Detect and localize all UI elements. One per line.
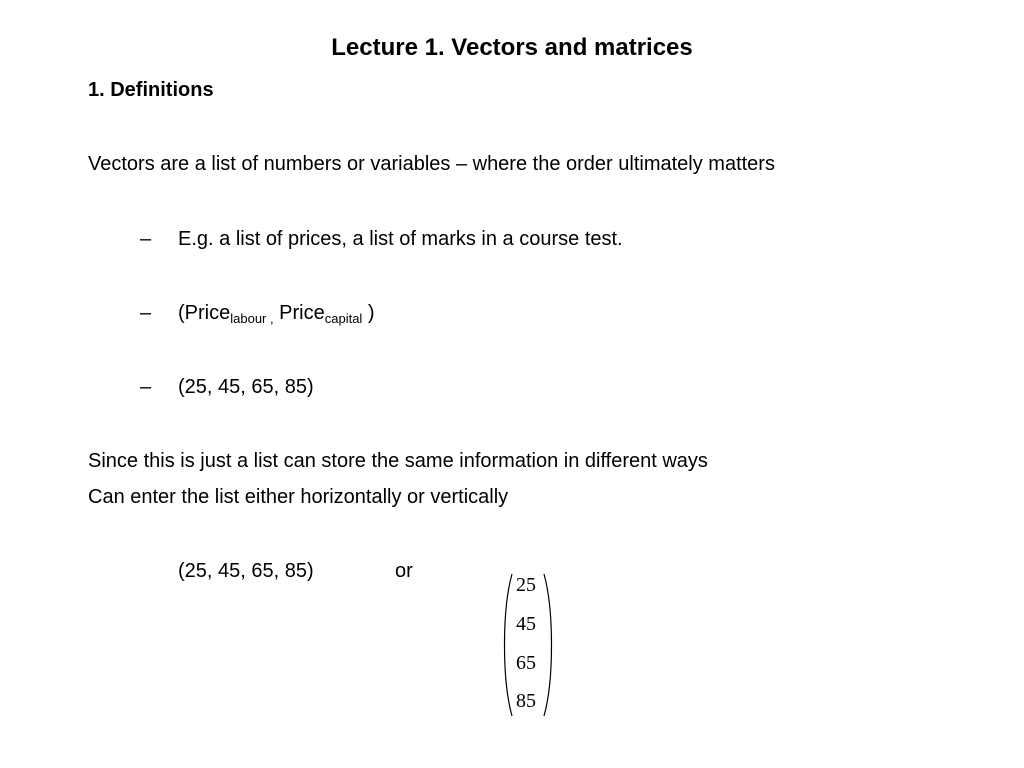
price-subscript-labour: labour , <box>230 311 274 326</box>
bullet-dash: – <box>140 228 152 250</box>
bullet-numbers <box>140 376 314 399</box>
intro-text: Vectors are a list of numbers or variables – where the order ultimately matters <box>88 153 775 175</box>
bullet-price <box>140 302 375 325</box>
or-label: or <box>395 560 413 582</box>
price-close: ) <box>362 302 375 324</box>
section-heading: 1. Definitions <box>88 79 214 101</box>
bullet-dash: – <box>140 302 152 324</box>
bullet-dash: – <box>140 376 152 398</box>
bullet-example-text: E.g. a list of prices, a list of marks in a course test. <box>178 228 623 250</box>
horizontal-vector: (25, 45, 65, 85) <box>178 560 314 582</box>
bullet-example <box>140 228 623 251</box>
enter-text: Can enter the list either horizontally or vertically <box>88 486 509 508</box>
vector-entry: 85 <box>516 690 536 712</box>
left-paren <box>505 574 513 716</box>
price-open: (Price <box>178 302 231 324</box>
right-paren <box>544 574 552 716</box>
price-mid: Price <box>273 302 325 324</box>
bullet-numbers-text: (25, 45, 65, 85) <box>178 376 314 398</box>
slide-title: Lecture 1. Vectors and matrices <box>331 34 693 61</box>
vector-entry: 45 <box>516 613 536 635</box>
price-subscript-capital: capital <box>324 311 363 326</box>
store-text: Since this is just a list can store the same information in different ways <box>88 450 708 472</box>
column-vector <box>500 570 556 720</box>
vector-entry: 25 <box>516 574 536 596</box>
vector-entry: 65 <box>516 652 536 674</box>
